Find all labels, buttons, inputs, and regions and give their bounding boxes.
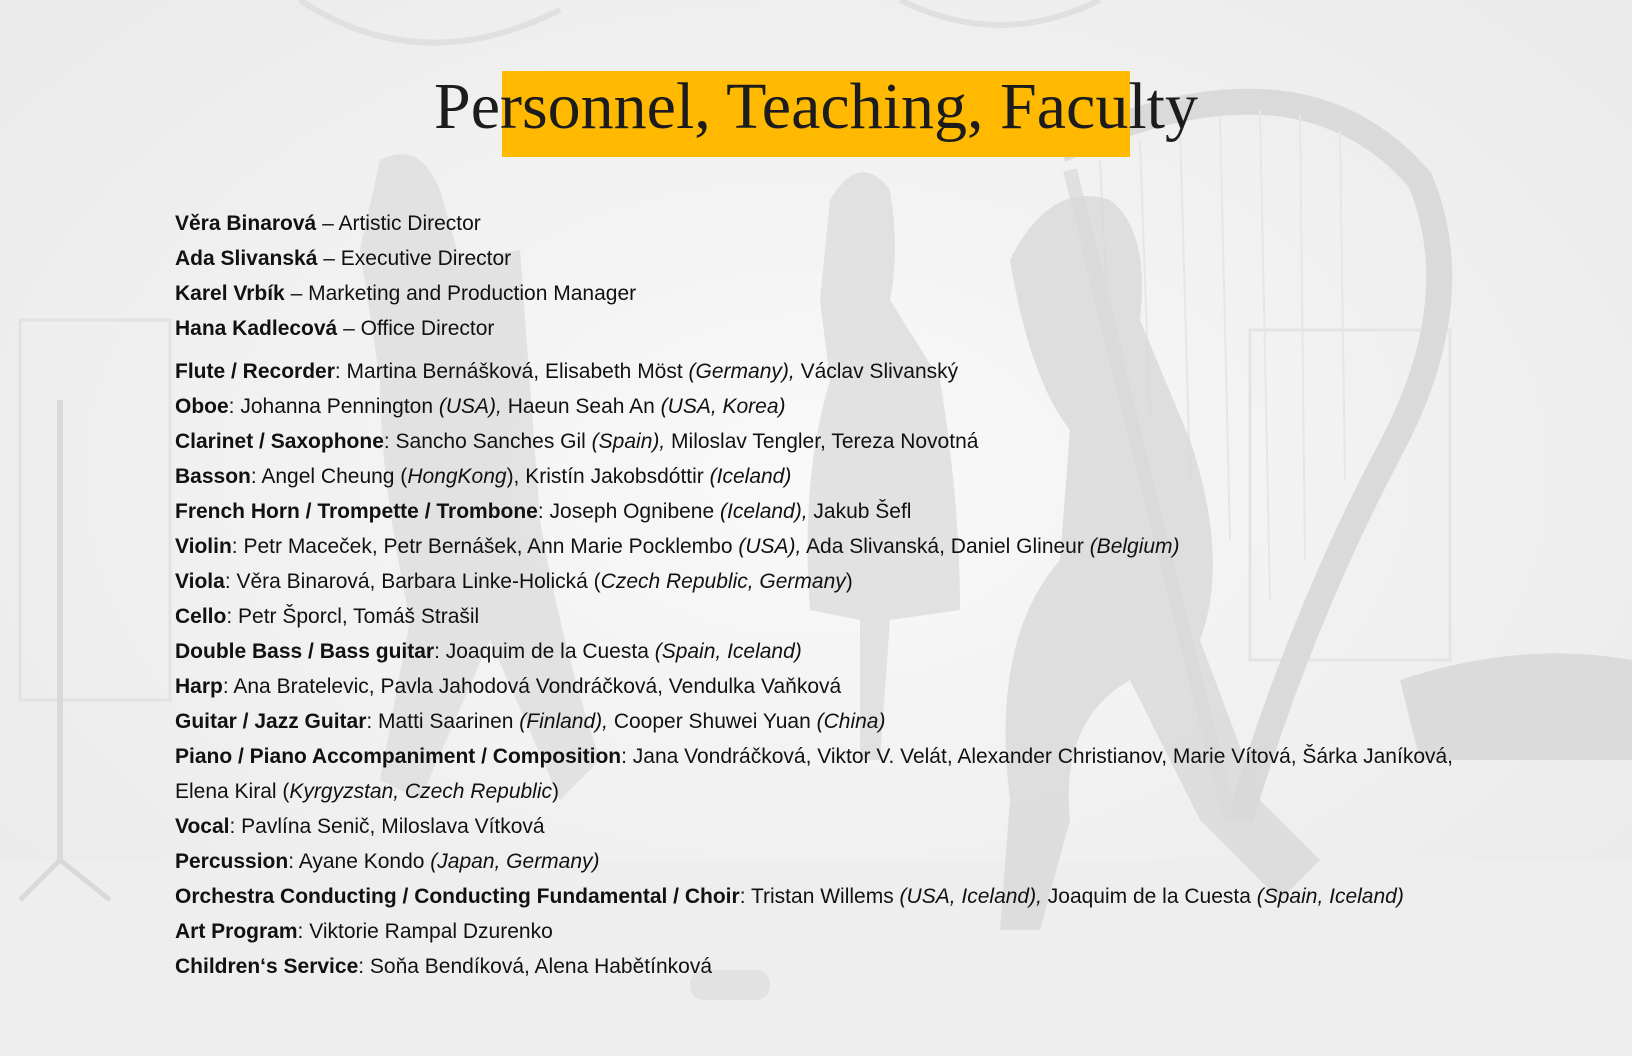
staff-separator: – — [337, 317, 361, 340]
faculty-names: ), Kristín Jakobsdóttir — [506, 465, 710, 488]
staff-row — [175, 276, 1615, 311]
staff-role: Marketing and Production Manager — [308, 282, 637, 305]
instrument-label: Double Bass / Bass guitar — [175, 640, 435, 663]
faculty-names: Jakub Šefl — [807, 500, 912, 523]
faculty-names: ) — [845, 570, 853, 593]
faculty-row — [175, 949, 1615, 984]
staff-role: Office Director — [360, 317, 495, 340]
country-note: (Finland), — [519, 710, 608, 733]
faculty-row — [175, 494, 1615, 529]
faculty-row — [175, 879, 1615, 914]
instrument-label: Oboe — [175, 395, 229, 418]
country-note: HongKong — [407, 465, 507, 488]
spacer — [175, 346, 1615, 354]
faculty-row — [175, 809, 1615, 844]
faculty-row — [175, 459, 1615, 494]
staff-row — [175, 241, 1615, 276]
country-note: (USA, Iceland), — [899, 885, 1042, 908]
staff-name: Hana Kadlecová — [175, 317, 338, 340]
faculty-names: Ada Slivanská, Daniel Glineur — [801, 535, 1090, 558]
country-note: (Spain, Iceland) — [654, 640, 802, 663]
faculty-row — [175, 564, 1615, 599]
faculty-names: : Jana Vondráčková, Viktor V. Velát, Alexander Christianov, Marie Vítová, Šárka Janíková, — [621, 745, 1454, 768]
faculty-names: : Ana Bratelevic, Pavla Jahodová Vondráčková, Vendulka Vaňková — [222, 675, 842, 698]
country-note: (Iceland) — [709, 465, 792, 488]
country-note: (Spain, Iceland) — [1256, 885, 1404, 908]
country-note: Kyrgyzstan, Czech Republic — [289, 780, 553, 803]
instrument-label: Vocal — [175, 815, 230, 838]
faculty-row — [175, 704, 1615, 739]
faculty-row — [175, 389, 1615, 424]
faculty-names: Elena Kiral ( — [175, 780, 290, 803]
faculty-row — [175, 669, 1615, 704]
faculty-row — [175, 844, 1615, 879]
faculty-names: Václav Slivanský — [794, 360, 959, 383]
instrument-label: Cello — [175, 605, 227, 628]
faculty-row — [175, 354, 1615, 389]
faculty-names: : Viktorie Rampal Dzurenko — [297, 920, 553, 943]
faculty-names: Joaquim de la Cuesta — [1041, 885, 1257, 908]
country-note: (Japan, Germany) — [430, 850, 600, 873]
faculty-names: ) — [552, 780, 560, 803]
country-note: (Iceland), — [720, 500, 808, 523]
staff-name: Věra Binarová — [175, 212, 317, 235]
instrument-label: Harp — [175, 675, 223, 698]
instrument-label: Clarinet / Saxophone — [175, 430, 384, 453]
faculty-names: Haeun Seah An — [501, 395, 661, 418]
faculty-names: : Pavlína Senič, Miloslava Vítková — [229, 815, 545, 838]
content — [175, 206, 1615, 984]
faculty-list — [175, 354, 1615, 984]
country-note: Czech Republic, Germany — [600, 570, 846, 593]
page-title: Personnel, Teaching, Faculty — [434, 70, 1198, 143]
instrument-label: Orchestra Conducting / Conducting Fundamental / Choir — [175, 885, 740, 908]
faculty-names: : Petr Šporcl, Tomáš Strašil — [226, 605, 480, 628]
country-note: (USA), — [738, 535, 802, 558]
instrument-label: Children‘s Service — [175, 955, 359, 978]
staff-separator: – — [284, 282, 309, 305]
faculty-names: : Petr Maceček, Petr Bernášek, Ann Marie Pocklembo — [231, 535, 739, 558]
instrument-label: Viola — [175, 570, 225, 593]
staff-name: Ada Slivanská — [175, 247, 318, 270]
faculty-row — [175, 424, 1615, 459]
faculty-names: : Věra Binarová, Barbara Linke-Holická ( — [224, 570, 601, 593]
faculty-names: : Johanna Pennington — [228, 395, 439, 418]
staff-separator: – — [317, 247, 341, 270]
faculty-names: : Joseph Ognibene — [537, 500, 721, 523]
faculty-names: : Angel Cheung ( — [250, 465, 408, 488]
country-note: (USA), — [438, 395, 502, 418]
faculty-row-continued — [175, 774, 1615, 809]
faculty-names: : Sancho Sanches Gil — [383, 430, 592, 453]
faculty-row — [175, 634, 1615, 669]
staff-separator: – — [316, 212, 339, 235]
faculty-names: : Joaquim de la Cuesta — [434, 640, 655, 663]
instrument-label: Piano / Piano Accompaniment / Composition — [175, 745, 622, 768]
title-container — [0, 62, 1632, 152]
country-note: (Germany), — [688, 360, 795, 383]
country-note: (USA, Korea) — [660, 395, 786, 418]
faculty-names: : Matti Saarinen — [366, 710, 520, 733]
staff-name: Karel Vrbík — [175, 282, 285, 305]
faculty-row — [175, 599, 1615, 634]
staff-role: Executive Director — [340, 247, 512, 270]
faculty-row — [175, 529, 1615, 564]
faculty-names: : Tristan Willems — [739, 885, 900, 908]
faculty-row — [175, 914, 1615, 949]
country-note: (Belgium) — [1089, 535, 1180, 558]
faculty-names: : Ayane Kondo — [288, 850, 431, 873]
instrument-label: Violin — [175, 535, 232, 558]
instrument-label: Percussion — [175, 850, 289, 873]
faculty-row — [175, 739, 1615, 774]
faculty-names: Miloslav Tengler, Tereza Novotná — [665, 430, 979, 453]
staff-role: Artistic Director — [338, 212, 481, 235]
faculty-names: : Soňa Bendíková, Alena Habětínková — [358, 955, 712, 978]
faculty-names: Cooper Shuwei Yuan — [608, 710, 817, 733]
country-note: (China) — [816, 710, 886, 733]
staff-list — [175, 206, 1615, 346]
faculty-names: : Martina Bernášková, Elisabeth Möst — [334, 360, 689, 383]
instrument-label: Guitar / Jazz Guitar — [175, 710, 367, 733]
instrument-label: Basson — [175, 465, 251, 488]
instrument-label: French Horn / Trompette / Trombone — [175, 500, 538, 523]
instrument-label: Flute / Recorder — [175, 360, 335, 383]
staff-row — [175, 311, 1615, 346]
country-note: (Spain), — [591, 430, 666, 453]
instrument-label: Art Program — [175, 920, 298, 943]
staff-row — [175, 206, 1615, 241]
